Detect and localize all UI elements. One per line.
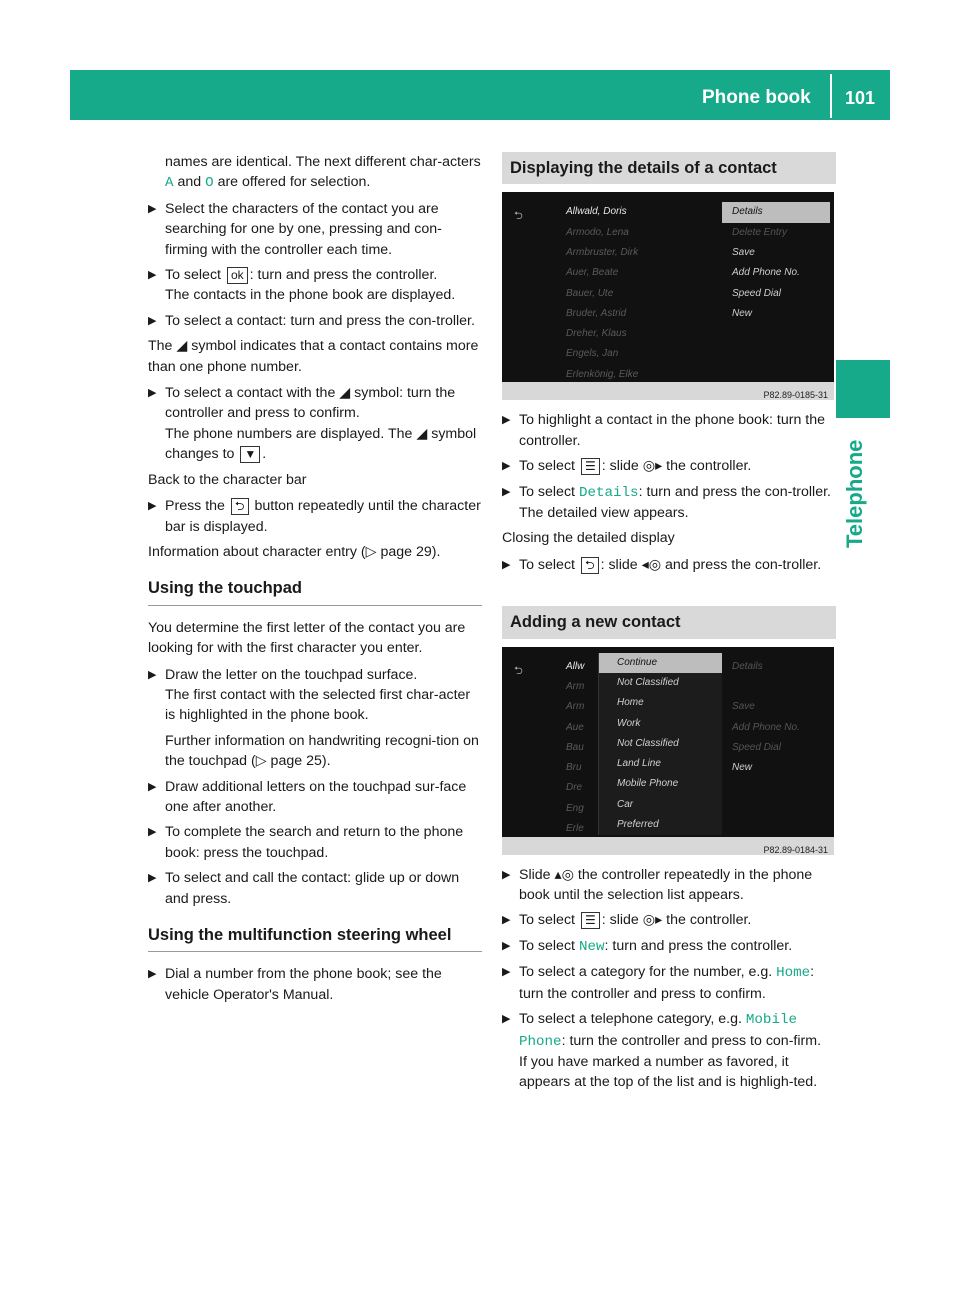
list-item: Bauer, Ute [566,287,614,299]
list-item [148,496,482,537]
back-icon: ⮌ [514,664,523,677]
highlight-a: A [165,175,174,192]
list-item [148,265,482,306]
list-item [502,410,836,451]
menu-item-blank [722,677,830,697]
text: To select a category for the number, e.g. [519,964,773,981]
screenshot-add-contact [502,647,834,855]
list-item: Armodo, Lena [566,226,629,238]
right-column [502,152,836,1098]
text: symbol: turn the controller and press to confirm. [165,385,456,422]
menu-item-new: New [732,762,753,774]
list-item [502,482,836,524]
paragraph: Back to the character bar [148,471,307,488]
paragraph [148,336,482,377]
options-menu [722,657,830,779]
paragraph: Closing the detailed display [502,530,675,547]
text: button repeatedly until the character bar is displayed. [165,498,481,535]
menu-item-save: Save [732,247,755,258]
popup-item: Not Classified [617,737,679,749]
list-item: Dre [566,782,583,794]
list-item: Aue [566,721,584,733]
paragraph: Information about character entry (▷ page 29). [148,543,441,560]
list-item: Bruder, Astrid [566,307,627,319]
text: Select the characters of the contact you are searching for one by one, pressing and con-firming with the controller each time. [165,200,442,258]
list-item [148,964,482,1005]
menu-item-speed-dial: Speed Dial [732,287,781,299]
multi-number-icon: ◢ [416,425,428,442]
list-item [502,555,836,575]
list-item: Erlenkönig, Elke [566,368,639,380]
text: . [262,446,267,463]
page-number: 101 [845,88,876,108]
text: Press the [165,498,225,515]
menu-item-new: New [732,307,753,319]
expanded-icon: ▼ [240,446,260,463]
list-item [502,1009,836,1093]
text: Draw the letter on the touchpad surface. [165,666,418,683]
list-item [502,936,836,957]
ok-icon: ok [227,267,248,284]
list-item: Bau [566,741,584,753]
text: To complete the search and return to the phone book: press the touchpad. [165,824,464,861]
text: Dial a number from the phone book; see the vehicle Operator's Manual. [165,966,442,1003]
text: : turn and press the con-troller. [638,483,831,500]
text: : slide ◎▸ the controller. [601,458,752,475]
popup-item: Land Line [617,758,661,770]
chapter-label: Telephone [842,439,867,548]
text: To select a contact: turn and press the con-troller. [165,312,475,329]
text: To select [519,458,575,475]
left-column [148,152,482,1010]
list-item: Auer, Beate [566,267,619,279]
list-item [148,199,482,260]
highlight-o: O [205,175,214,192]
figure-code: P82.89-0185-31 [502,382,834,400]
heading-add-contact: Adding a new contact [502,606,836,638]
header-divider [830,74,832,118]
text: The [148,338,173,355]
popup-item: Home [617,697,644,709]
text: To select a telephone category, e.g. [519,1011,742,1028]
text: To select [519,937,575,954]
paragraph: You determine the first letter of the contact you are looking for with the first character you enter. [148,619,466,657]
text: To select [519,556,575,573]
highlight-details: Details [578,484,639,501]
menu-icon: ☰ [581,912,600,929]
list-item [148,868,482,909]
list-item: Armbruster, Dirk [566,247,639,258]
list-item: Eng [566,802,584,814]
contact-list [548,202,718,385]
text: To select [165,267,221,284]
screenshot-details [502,192,834,400]
multi-number-icon: ◢ [339,385,351,402]
text: symbol changes to [165,425,477,463]
popup-item: Not Classified [617,676,679,688]
back-icon: ⮌ [514,210,523,223]
heading-details: Displaying the details of a contact [502,152,836,184]
list-item [148,777,482,818]
text: names are identical. The next different char-acters [165,154,481,170]
text: To highlight a contact in the phone book: turn the controller. [519,412,826,449]
text: To select [519,912,575,929]
list-item [502,910,836,930]
text: are offered for selection. [217,174,371,191]
list-item [148,311,482,331]
text: The phone numbers are displayed. The [165,425,413,442]
list-item [148,822,482,863]
list-item [502,962,836,1004]
text: The contacts in the phone book are displayed. [165,287,456,304]
menu-item-add-phone: Add Phone No. [732,267,800,279]
popup-item: Preferred [617,819,659,831]
list-item: Bru [566,762,582,774]
paragraph [148,152,482,194]
list-item [502,865,836,906]
list-item [502,456,836,476]
text: To select a contact with the [165,385,336,402]
text: The detailed view appears. [519,505,689,522]
text: Draw additional letters on the touchpad sur-face one after another. [165,778,467,815]
menu-item-save: Save [732,701,755,713]
back-icon: ⮌ [581,557,599,574]
popup-item: Car [617,798,634,810]
menu-item-speed-dial: Speed Dial [732,741,781,753]
list-item: Arm [566,701,585,713]
text: : turn and press the controller. [604,937,793,954]
menu-item-add-phone: Add Phone No. [732,721,800,733]
menu-item-details: Details [732,660,763,672]
popup-item: Work [617,717,641,729]
text: : turn the controller and press to confirm. [519,964,815,1002]
text: and [177,174,202,191]
text: : turn the controller and press to con-firm. [561,1032,822,1049]
list-item: Arm [566,680,585,692]
list-item: Dreher, Klaus [566,328,627,340]
chapter-tab [836,360,890,418]
menu-item-delete: Delete Entry [732,226,788,238]
list-item [148,383,482,465]
category-popup [598,653,722,836]
text: The first contact with the selected first char-acter is highlighted in the phone book. [165,686,471,724]
options-menu [722,202,830,324]
highlight-mobile-phone: Mobile Phone [519,1012,797,1050]
list-item: Erle [566,823,584,835]
popup-item: Mobile Phone [617,778,679,790]
text: : turn and press the controller. [249,267,438,284]
section-title: Phone book [702,87,811,108]
menu-item-details: Details [722,202,830,222]
text: To select and call the contact: glide up or down and press. [165,870,460,907]
list-item [148,665,482,726]
highlight-home: Home [776,965,811,982]
menu-icon: ☰ [581,458,600,475]
text: : slide ◎▸ the controller. [601,912,752,929]
list-item: Allwald, Doris [566,206,627,218]
paragraph: Further information on handwriting recogni-tion on the touchpad (▷ page 25). [165,732,479,770]
figure-code: P82.89-0184-31 [502,837,834,855]
heading-touchpad: Using the touchpad [148,578,482,605]
back-icon: ⮌ [231,498,249,515]
text: To select [519,483,575,500]
multi-number-icon: ◢ [176,338,188,355]
list-item: Engels, Jan [566,348,619,360]
popup-item: Continue [599,653,722,673]
text: If you have marked a number as favored, it appears at the top of the list and is highligh-ted. [519,1053,818,1091]
list-item: Allw [566,660,585,672]
text: : slide ◂◎ and press the con-troller. [600,556,822,573]
heading-steering-wheel: Using the multifunction steering wheel [148,925,482,952]
text: symbol indicates that a contact contains more than one phone number. [148,338,479,375]
highlight-new: New [578,938,605,955]
text: Slide ▴◎ the controller repeatedly in the phone book until the selection list appears. [519,866,813,904]
